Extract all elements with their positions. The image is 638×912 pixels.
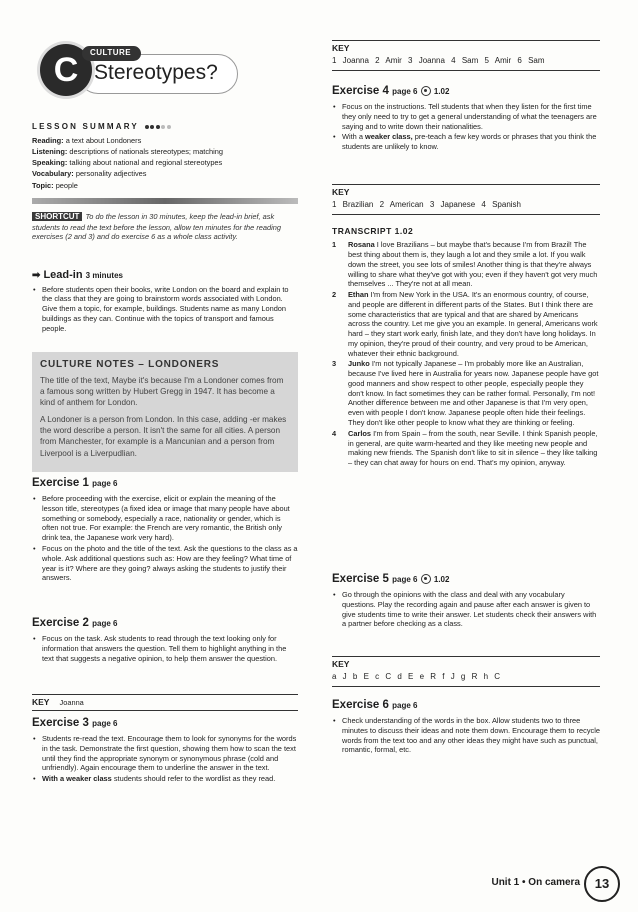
- exercise-1-bullet-2: • Focus on the photo and the title of the text. Ask the questions to the class as a whole. Ask additional questions such as: How are they feeling? What time of year is it? Where are they going? always asking the students to justify their answers.: [32, 544, 298, 583]
- key-exercise-2: KEY Joanna: [32, 694, 298, 711]
- key-exercise-5: KEY a J b E c C d E e R f J g R h C: [332, 656, 600, 687]
- exercise-2-heading: Exercise 2 page 6: [32, 617, 118, 629]
- exercise-6-bullet: • Check understanding of the words in the box. Allow students two to three minutes to discuss their ideas and note them down. Encourage them to recycle words from the text too and any other ideas they might have such as punctual, romantic, formal, etc.: [332, 716, 600, 755]
- transcript-item: 1 Rosana I love Brazilians – but maybe that's because I'm from Brazil! The best thing about them is, they laugh a lot and they smile a lot. If you walk down the street, you see lots of smiles! Another thing is that they're always willing to share what they've got with you; even if they haven't got very much themselves ... They're not at all mean.: [332, 240, 598, 289]
- exercise-1: [32, 476, 298, 584]
- exercise-5: [332, 572, 600, 630]
- exercise-2: [32, 616, 298, 664]
- exercise-3-bullet-2: • With a weaker class students should refer to the wordlist as they read.: [32, 774, 298, 784]
- arrow-right-icon: ➡: [32, 270, 41, 281]
- lesson-title: Stereotypes?: [94, 61, 218, 84]
- transcript: [332, 226, 600, 469]
- divider: [32, 198, 298, 204]
- exercise-5-heading: Exercise 5 page 6 1.02: [332, 573, 450, 585]
- exercise-4-bullet-2: • With a weaker class, pre-teach a few key words or phrases that you think the students are unlikely to know.: [332, 132, 600, 152]
- transcript-item: 3 Junko I'm not typically Japanese – I'm probably more like an Australian, because I've lived here in Australia for years now. Japanese people have got good manners and show respect to other people, especially people they don't know. In fact sometimes they can be rather formal. Personally, I'm not! Another difference between me and other Japanese is that I'm very open, even with people I don't know. Japanese people often hide their feelings. They don't like other people to know what they are thinking or feeling.: [332, 359, 599, 427]
- summary-reading: Reading: a text about Londoners: [32, 135, 142, 145]
- lead-in-section: [32, 268, 298, 334]
- lesson-badge: [32, 34, 262, 104]
- summary-speaking: Speaking: talking about national and regional stereotypes: [32, 158, 223, 168]
- summary-topic: Topic: people: [32, 180, 78, 190]
- lead-in-heading: ➡ Lead-in 3 minutes: [32, 269, 123, 281]
- unit-label: Unit 1 • On camera: [491, 877, 580, 888]
- exercise-6-heading: Exercise 6 page 6: [332, 699, 418, 711]
- page-footer: [460, 862, 620, 902]
- culture-tag: CULTURE: [82, 46, 141, 61]
- culture-notes-box: [32, 352, 298, 472]
- exercise-6: [332, 698, 600, 756]
- transcript-heading: TRANSCRIPT 1.02: [332, 226, 414, 236]
- shortcut-note: [32, 212, 298, 242]
- exercise-5-bullet: • Go through the opinions with the class and deal with any vocabulary questions. Play the recording again and pause after each answer is given to give students time to write their answer. Let students check their answers with a partner before checking as a class.: [332, 590, 600, 629]
- shortcut-text: To do the lesson in 30 minutes, keep the lead-in brief, ask students to read the text before the lesson, allow ten minutes for the reading exercises (2 and 3) and do exercise 6 as a whole class activity.: [32, 212, 281, 242]
- exercise-4: [332, 84, 600, 153]
- culture-notes-p2: A Londoner is a person from London. In this case, adding -er makes the word describe a person. It isn't the same for all cities. A person from Manchester, for example is a Mancunian and a person from Liverpool is a Liverpudlian.: [40, 414, 287, 458]
- transcript-item: 4 Carlos I'm from Spain – from the south, near Seville. I think Spanish people, in general, are quite warm-hearted and they like meeting new people and making new friends. The Spanish don't like to sit in silence – they like talking – they can chat away for hours on end. That's my opinion, anyway.: [332, 428, 598, 468]
- shortcut-tag: SHORTCUT: [32, 212, 82, 221]
- summary-vocabulary: Vocabulary: personality adjectives: [32, 169, 147, 179]
- rating-dots-icon: [143, 122, 171, 131]
- lead-in-bullet: • Before students open their books, write London on the board and explain to the class that they are going to brainstorm words associated with London. Give them a topic, for example, buildings. Students name as many London buildings as they can. Continue with the topics of transport and famous people.: [32, 285, 298, 334]
- exercise-3-bullet-1: • Students re-read the text. Encourage them to look for synonyms for the words in the task. Demonstrate the first question, showing them how to scan the text until they find the appropriate synonym or synonymous phrase (cold and unfriendly). Again encourage them to underline the answer in the text.: [32, 734, 298, 773]
- key-exercise-4: KEY 1 Brazilian 2 American 3 Japanese 4 Spanish: [332, 184, 600, 215]
- audio-cd-icon: [421, 86, 431, 96]
- lesson-summary: [32, 122, 298, 204]
- lesson-letter-badge: C: [40, 44, 92, 96]
- culture-notes-p1: The title of the text, Maybe it's because I'm a Londoner comes from a famous song written by Hubert Gregg in 1947. It has become a kind of anthem for London.: [40, 375, 284, 408]
- exercise-1-bullet-1: • Before proceeding with the exercise, elicit or explain the meaning of the lesson title, stereotypes (a fixed idea or image that many people have about something or somebody, especially a race, nationality or gender, which is often not true. For example: the French are very romantic, the British only drink tea, the Japanese work very hard).: [32, 494, 298, 543]
- key-exercise-1: KEY 1 Joanna 2 Amir 3 Joanna 4 Sam 5 Amir 6 Sam: [332, 40, 600, 71]
- exercise-4-bullet-1: • Focus on the instructions. Tell students that when they listen for the first time they only need to try to get a general understanding of what the teenagers are saying and to write down their nationalities.: [332, 102, 600, 131]
- summary-heading: LESSON SUMMARY: [32, 122, 298, 133]
- audio-cd-icon: [421, 574, 431, 584]
- exercise-3: [32, 716, 298, 785]
- exercise-2-bullet: • Focus on the task. Ask students to read through the text looking only for information that answers the question. Tell them to highlight anything in the text that suggests a negative opinion, to help them answer the question.: [32, 634, 298, 663]
- page-number: 13: [584, 866, 620, 902]
- summary-listening: Listening: descriptions of nationals stereotypes; matching: [32, 146, 224, 156]
- culture-notes-heading: CULTURE NOTES – LONDONERS: [40, 359, 220, 370]
- exercise-4-heading: Exercise 4 page 6 1.02: [332, 85, 450, 97]
- transcript-item: 2 Ethan I'm from New York in the USA. It's an enormous country, of course, and people are different in different parts of the States. But I think there are some characteristics that are typical and that are shared by Americans across the country. Let me give you an example. In general, Americans work hard – they start work early, finish late, and they don't have long holidays. In my opinion, they're proud of their country, and very proud to be American, whatever their ethnic background.: [332, 290, 598, 358]
- exercise-1-heading: Exercise 1 page 6: [32, 477, 118, 489]
- exercise-3-heading: Exercise 3 page 6: [32, 717, 118, 729]
